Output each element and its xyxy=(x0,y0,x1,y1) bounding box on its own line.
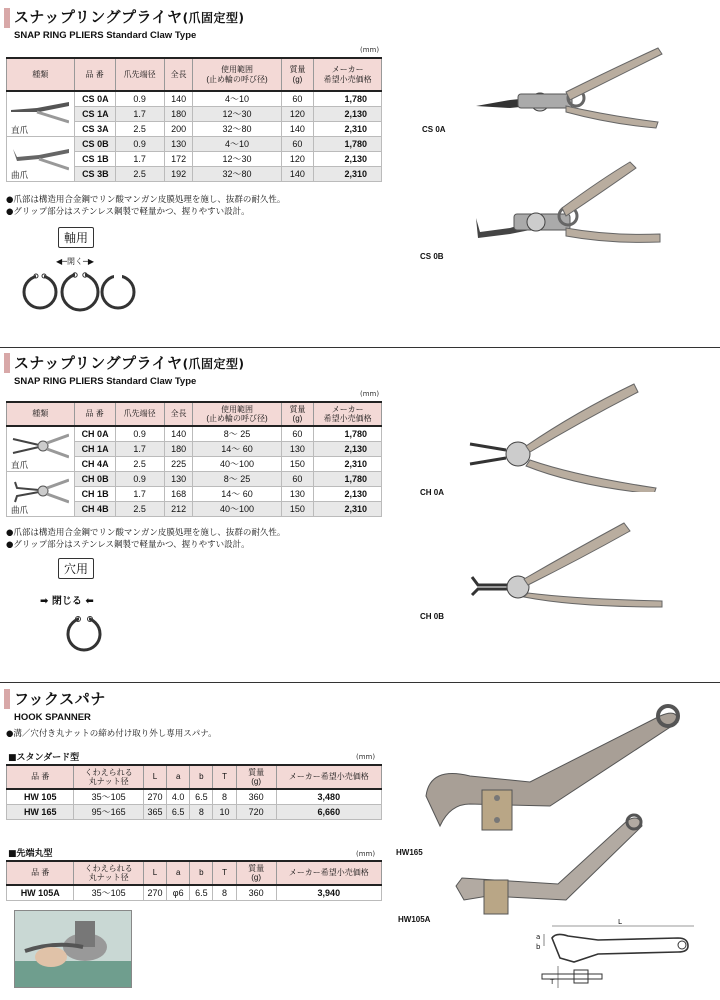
section2-subtitle: SNAP RING PLIERS Standard Claw Type xyxy=(14,376,197,387)
section2-unit: (mm) xyxy=(360,390,380,398)
th-length: 全長 xyxy=(164,402,193,426)
table-row: 曲爪 CS 0B 0.9 130 4～10 60 1,780 xyxy=(7,136,382,151)
section3-unit-standard: (mm) xyxy=(356,753,376,761)
dim-L-label: L xyxy=(618,918,622,926)
section3-accent-bar xyxy=(4,689,10,709)
spanner-dimension-diagram xyxy=(538,918,708,998)
close-arrow: ➡ 閉じる ⬅ xyxy=(40,596,94,607)
section1-accent-bar xyxy=(4,8,10,28)
usage-photo xyxy=(14,910,132,988)
section1-unit: (mm) xyxy=(360,46,380,54)
standard-table: 品 番 くわえられる 丸ナット径 L a b T 質量 (g) メーカー希望小売価格 HW 105 35～105 270 4.0 6.5 8 360 3,480 HW 165 95～165 365 6.5 8 10 720 6,660 xyxy=(6,764,382,820)
th-price: メーカー 希望小売価格 xyxy=(314,402,382,426)
section1-subtitle: SNAP RING PLIERS Standard Claw Type xyxy=(14,30,197,41)
ch0b-pliers-image xyxy=(466,515,666,610)
section3-note: ●溝／穴付き丸ナットの締め付け取り外し専用スパナ。 xyxy=(6,729,217,739)
arrow-right-icon: ➡ xyxy=(40,596,49,607)
th-code: 品 番 xyxy=(74,58,115,91)
round-tip-heading: ■先端丸型 xyxy=(8,849,53,859)
section3-title: フックスパナ xyxy=(14,690,106,708)
arrow-left-icon: ◀ xyxy=(56,257,63,266)
table-row: CS 3B 2.5 192 32～80 140 2,310 xyxy=(7,166,382,181)
external-snap-rings-illustration xyxy=(20,266,136,314)
table-row: HW 105A 35～105 270 φ6 6.5 8 360 3,940 xyxy=(7,885,382,900)
section2-table xyxy=(6,401,382,517)
table-row: 曲爪 CH 0B 0.9 130 8～ 25 60 1,780 xyxy=(7,471,382,486)
bent-claw-thumb-icon xyxy=(9,139,69,179)
shaft-use-label: 軸用 xyxy=(58,227,94,248)
section2-divider xyxy=(0,347,720,348)
cs0a-pliers-image xyxy=(470,40,670,130)
th-kind: 種類 xyxy=(7,58,75,91)
table-row: CS 1B 1.7 172 12～30 120 2,130 xyxy=(7,151,382,166)
kind-straight-cell: 直爪 xyxy=(7,426,75,471)
dim-b-label: b xyxy=(536,943,541,951)
ch0a-pliers-image xyxy=(466,372,666,492)
dim-a-label: a xyxy=(536,933,541,941)
section3-subtitle: HOOK SPANNER xyxy=(14,712,91,723)
table-row: CS 3A 2.5 200 32～80 140 2,310 xyxy=(7,121,382,136)
ch0a-caption: CH 0A xyxy=(420,488,445,497)
kind-bent-cell: 曲爪 xyxy=(7,471,75,516)
hole-use-label: 穴用 xyxy=(58,558,94,579)
th-length: 全長 xyxy=(164,58,193,91)
hw105a-caption: HW105A xyxy=(398,915,431,924)
th-tip: 爪先端径 xyxy=(115,402,164,426)
arrow-left-icon: ⬅ xyxy=(85,596,94,607)
th-range: 使用範囲 (止め輪の呼び径) xyxy=(193,402,281,426)
table-row: HW 165 95～165 365 6.5 8 10 720 6,660 xyxy=(7,804,382,819)
cs0a-caption: CS 0A xyxy=(422,125,446,134)
standard-type-heading: ■スタンダード型 xyxy=(8,753,80,763)
th-mass: 質量 (g) xyxy=(281,402,314,426)
th-mass: 質量 (g) xyxy=(281,58,314,91)
section3-unit-round: (mm) xyxy=(356,850,376,858)
section1-table xyxy=(6,57,382,182)
section1-notes: ●爪部は構造用合金鋼でリン酸マンガン皮膜処理を施し、抜群の耐久性。 ●グリップ部分はステンレス鋼製で軽量かつ、握りやすい設計。 xyxy=(6,195,286,217)
round-tip-table: 品 番 くわえられる 丸ナット径 L a b T 質量 (g) メーカー希望小売価格 HW 105A 35～105 270 φ6 6.5 8 360 3,940 xyxy=(6,860,382,901)
section1-title: スナップリングプライヤ(爪固定型) xyxy=(14,8,245,26)
table-row: CH 4B 2.5 212 40～100 150 2,310 xyxy=(7,501,382,516)
th-range: 使用範囲 (止め輪の呼び径) xyxy=(193,58,281,91)
section2-notes: ●爪部は構造用合金鋼でリン酸マンガン皮膜処理を施し、抜群の耐久性。 ●グリップ部分はステンレス鋼製で軽量かつ、握りやすい設計。 xyxy=(6,528,286,550)
table-row: 直爪 CH 0A 0.9 140 8～ 25 60 1,780 xyxy=(7,426,382,441)
open-arrow: ◀─開く─▶ xyxy=(56,257,94,266)
cs0b-pliers-image xyxy=(470,150,670,250)
section2-title: スナップリングプライヤ(爪固定型) xyxy=(14,354,245,372)
kind-straight-cell: 直爪 xyxy=(7,91,75,136)
straight-claw-thumb-icon xyxy=(9,429,69,465)
table-row: CH 4A 2.5 225 40～100 150 2,310 xyxy=(7,456,382,471)
hand-using-spanner-image xyxy=(15,911,132,988)
hw105a-spanner-image xyxy=(448,800,648,920)
table-row: CS 1A 1.7 180 12～30 120 2,130 xyxy=(7,106,382,121)
cs0b-caption: CS 0B xyxy=(420,252,444,261)
section2-accent-bar xyxy=(4,353,10,373)
th-code: 品 番 xyxy=(74,402,115,426)
internal-snap-ring-illustration xyxy=(62,610,106,654)
section3-divider xyxy=(0,682,720,683)
table-row: CH 1B 1.7 168 14～ 60 130 2,130 xyxy=(7,486,382,501)
table-row: CH 1A 1.7 180 14～ 60 130 2,130 xyxy=(7,441,382,456)
ch0b-caption: CH 0B xyxy=(420,612,445,621)
th-price: メーカー 希望小売価格 xyxy=(314,58,382,91)
th-tip: 爪先端径 xyxy=(115,58,164,91)
hw165-caption: HW165 xyxy=(396,848,423,857)
arrow-right-icon: ▶ xyxy=(87,257,94,266)
straight-claw-thumb-icon xyxy=(9,94,69,134)
th-kind: 種類 xyxy=(7,402,75,426)
dim-T-label: T xyxy=(550,978,555,986)
kind-bent-cell: 曲爪 xyxy=(7,136,75,181)
table-row: 直爪 CS 0A 0.9 140 4～10 60 1,780 xyxy=(7,91,382,106)
bent-claw-thumb-icon xyxy=(9,474,69,510)
table-row: HW 105 35～105 270 4.0 6.5 8 360 3,480 xyxy=(7,789,382,804)
